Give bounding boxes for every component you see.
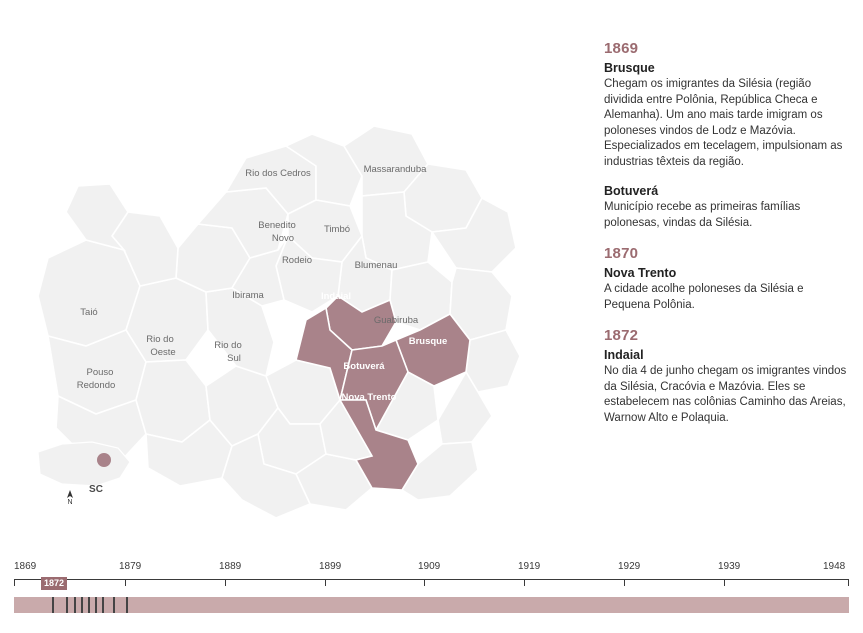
city-heading-nova-trento: Nova Trento [604, 266, 677, 280]
label-pouso-2: Redondo [76, 380, 116, 391]
year-heading-1872: 1872 [604, 327, 639, 344]
label-rio-do-oeste-1: Rio do [146, 334, 174, 345]
timeline-event-label-1872[interactable]: 1872 [41, 577, 67, 590]
label-timbo: Timbó [323, 224, 351, 235]
inset-highlight-dot [97, 453, 111, 467]
timeline-event-tick [126, 597, 128, 613]
entry-text-brusque: Chegam os imigrantes da Silésia (região dividida entre Polônia, República Checa e Alemanha). Um ano mais tarde imigram os poloneses vindos de Lodz e Mazóvia. Especializados em tecelagem, impulsionam as industrias têxteis da região. [604, 78, 843, 168]
label-guabiruba: Guabiruba [373, 315, 419, 326]
label-pouso-1: Pouso [86, 367, 114, 378]
timeline-tick-1939 [724, 579, 725, 586]
label-blumenau: Blumenau [354, 260, 398, 271]
timeline-tick-1899 [325, 579, 326, 586]
timeline-tick-1889 [225, 579, 226, 586]
timeline-year-1939: 1939 [718, 561, 741, 572]
timeline-event-tick [66, 597, 68, 613]
entry-1872 [604, 327, 849, 426]
label-brusque: Brusque [408, 336, 448, 347]
timeline-entries-panel [604, 40, 849, 440]
timeline-year-1879: 1879 [119, 561, 142, 572]
label-rio-dos-cedros: Rio dos Cedros [245, 168, 311, 179]
timeline-year-1909: 1909 [418, 561, 441, 572]
timeline-bar[interactable] [14, 597, 849, 613]
timeline-year-1948: 1948 [823, 561, 846, 572]
city-heading-botuvera: Botuverá [604, 184, 659, 198]
timeline-tick-1869 [14, 579, 15, 586]
timeline-tick-1948 [848, 579, 849, 586]
city-heading-indaial: Indaial [604, 348, 644, 362]
label-massaranduba: Massaranduba [363, 164, 427, 175]
label-botuvera: Botuverá [343, 361, 385, 372]
entry-text-nova-trento: A cidade acolhe poloneses da Silésia e Pequena Polônia. [604, 283, 804, 311]
city-heading-brusque: Brusque [604, 61, 655, 75]
timeline-event-tick [52, 597, 54, 613]
timeline-event-tick [74, 597, 76, 613]
label-rodeio: Rodeio [281, 255, 313, 266]
label-novo: Novo [271, 233, 295, 244]
timeline-event-tick [81, 597, 83, 613]
timeline-year-1929: 1929 [618, 561, 641, 572]
timeline-year-1899: 1899 [319, 561, 342, 572]
timeline-tick-1879 [125, 579, 126, 586]
timeline-tick-1909 [424, 579, 425, 586]
label-benedito: Benedito [258, 220, 296, 231]
timeline-event-tick [102, 597, 104, 613]
svg-text:N: N [67, 499, 73, 506]
entry-1869 [604, 40, 849, 231]
timeline-event-tick [95, 597, 97, 613]
label-rio-do-sul-2: Sul [227, 353, 241, 364]
timeline-tick-1919 [524, 579, 525, 586]
entry-text-indaial: No dia 4 de junho chegam os imigrantes vindos da Silésia, Cracóvia e Mazóvia. Eles se estabelecem nas colônias Caminho das Areias, Warnow Alto e Polaquia. [604, 365, 847, 424]
entry-text-botuvera: Município recebe as primeiras famílias polonesas, vindas da Silésia. [604, 201, 801, 229]
timeline-year-1869: 1869 [14, 561, 37, 572]
label-taio: Taió [80, 307, 98, 318]
year-heading-1870: 1870 [604, 245, 639, 262]
label-rio-do-sul-1: Rio do [214, 340, 242, 351]
timeline-year-1889: 1889 [219, 561, 242, 572]
timeline-event-tick [88, 597, 90, 613]
inset-state-shape [38, 442, 130, 486]
timeline-tick-1929 [624, 579, 625, 586]
inset-state-label: SC [89, 484, 103, 495]
timeline-event-tick [113, 597, 115, 613]
label-rio-do-oeste-2: Oeste [150, 347, 176, 358]
timeline-year-1919: 1919 [518, 561, 541, 572]
state-inset [38, 442, 130, 506]
label-indaial: Indaial [320, 291, 352, 302]
label-ibirama: Ibirama [232, 290, 264, 301]
label-nova-trento: Nova Trento [341, 392, 397, 403]
timeline[interactable] [0, 555, 863, 633]
year-heading-1869: 1869 [604, 40, 639, 57]
entry-1870 [604, 245, 849, 313]
north-arrow-icon [67, 490, 73, 506]
